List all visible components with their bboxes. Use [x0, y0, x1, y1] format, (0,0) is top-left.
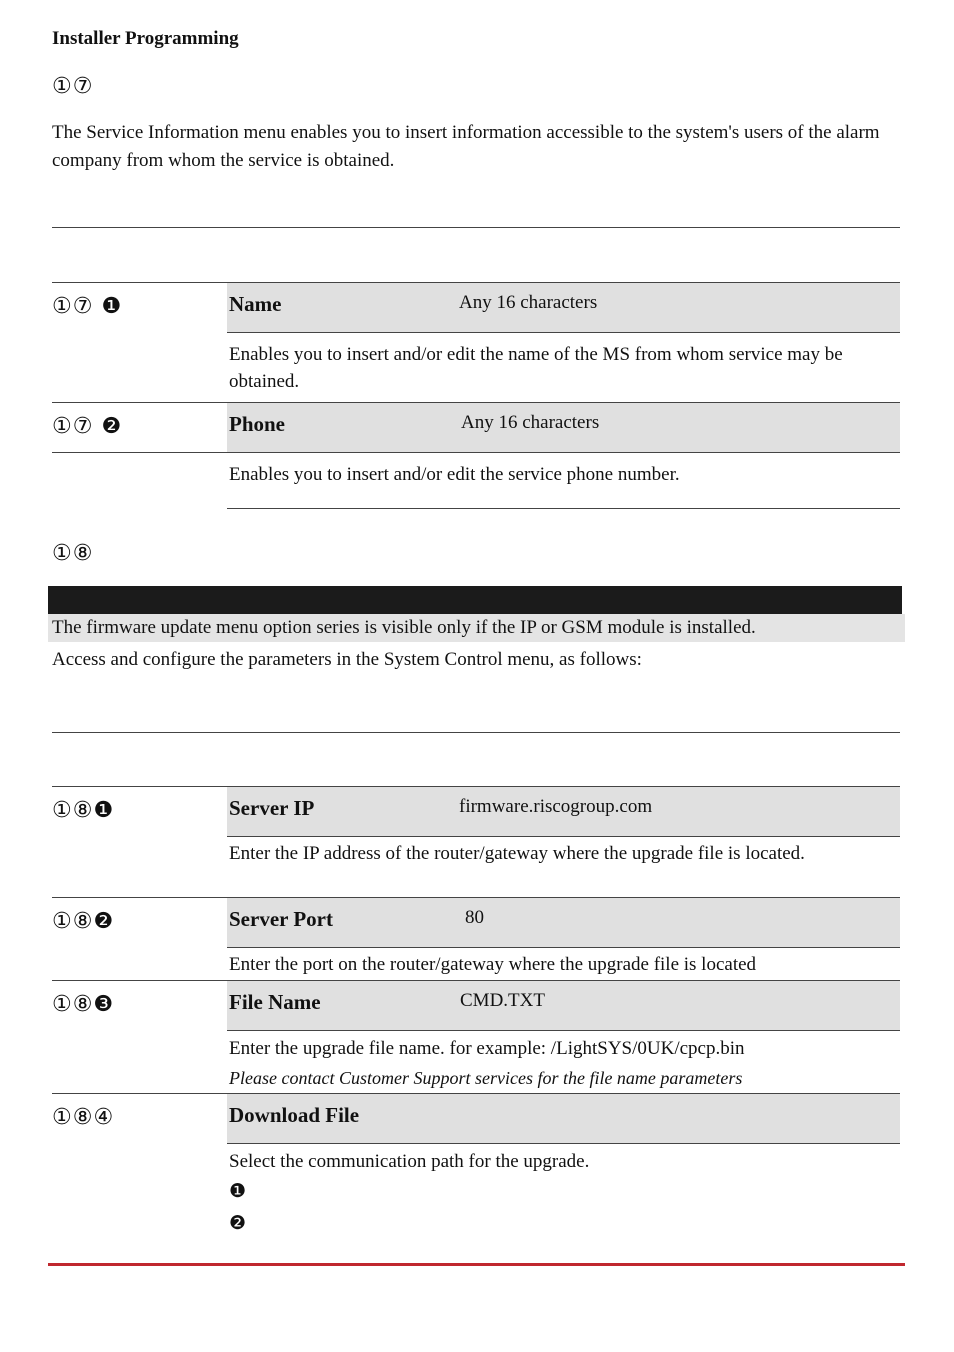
row-file-name-label: File Name: [229, 990, 321, 1014]
row-server-ip-desc: Enter the IP address of the router/gateway where the upgrade file is located.: [229, 843, 805, 864]
section-firmware-intro: Access and configure the parameters in the System Control menu, as follows:: [52, 649, 642, 670]
row-name-value: Any 16 characters: [459, 292, 598, 313]
row-file-name-keys: ①⑧❸: [52, 992, 115, 1017]
row-server-ip-keys: ①⑧❶: [52, 798, 115, 823]
row-rule: [227, 1143, 900, 1144]
row-rule: [227, 836, 900, 837]
note-band: [48, 614, 905, 642]
row-rule: [52, 452, 900, 453]
option-two-icon: ❷: [229, 1212, 247, 1234]
divider: [52, 732, 900, 733]
footer-rule: [48, 1263, 905, 1266]
row-file-name-desc: Enter the upgrade file name. for example: /LightSYS/0UK/cpcp.bin: [229, 1038, 745, 1059]
row-file-name-value: CMD.TXT: [460, 990, 545, 1011]
row-server-port-label: Server Port: [229, 907, 333, 931]
row-server-port-keys: ①⑧❷: [52, 909, 115, 934]
section-service-intro: The Service Information menu enables you to insert information accessible to the system's users of the alarm company from whom the service is obtained.: [52, 122, 880, 171]
row-server-port-value: 80: [465, 907, 484, 928]
row-download-keys: ①⑧④: [52, 1105, 115, 1130]
row-phone-value: Any 16 characters: [461, 412, 600, 433]
row-file-name-bar: [227, 981, 900, 1030]
row-server-ip-label: Server IP: [229, 796, 315, 820]
note-text: The firmware update menu option series is visible only if the IP or GSM module is installed.: [52, 617, 756, 638]
row-name-label: Name: [229, 292, 282, 316]
row-server-ip-value: firmware.riscogroup.com: [459, 796, 653, 817]
row-rule: [227, 332, 900, 333]
row-file-name-note: Please contact Customer Support services for the file name parameters: [229, 1068, 743, 1088]
row-download-desc: Select the communication path for the upgrade.: [229, 1151, 590, 1172]
section-firmware-keys: ①⑧: [52, 541, 94, 566]
row-phone-desc: Enables you to insert and/or edit the service phone number.: [229, 464, 680, 485]
section-service-keys: ①⑦: [52, 74, 94, 99]
option-one-icon: ❶: [229, 1180, 247, 1202]
note-header-bar: [48, 586, 902, 614]
row-rule: [227, 508, 900, 509]
divider: [52, 227, 900, 228]
row-download-label: Download File: [229, 1103, 360, 1127]
row-server-port-desc: Enter the port on the router/gateway where the upgrade file is located: [229, 954, 757, 975]
row-rule: [227, 947, 900, 948]
page-header: Installer Programming: [52, 28, 239, 49]
row-name-desc: Enables you to insert and/or edit the name of the MS from whom service may be obtained.: [229, 344, 843, 392]
row-phone-label: Phone: [229, 412, 286, 436]
row-rule: [227, 1030, 900, 1031]
row-phone-keys: ①⑦ ❷: [52, 414, 123, 439]
row-name-keys: ①⑦ ❶: [52, 294, 123, 319]
